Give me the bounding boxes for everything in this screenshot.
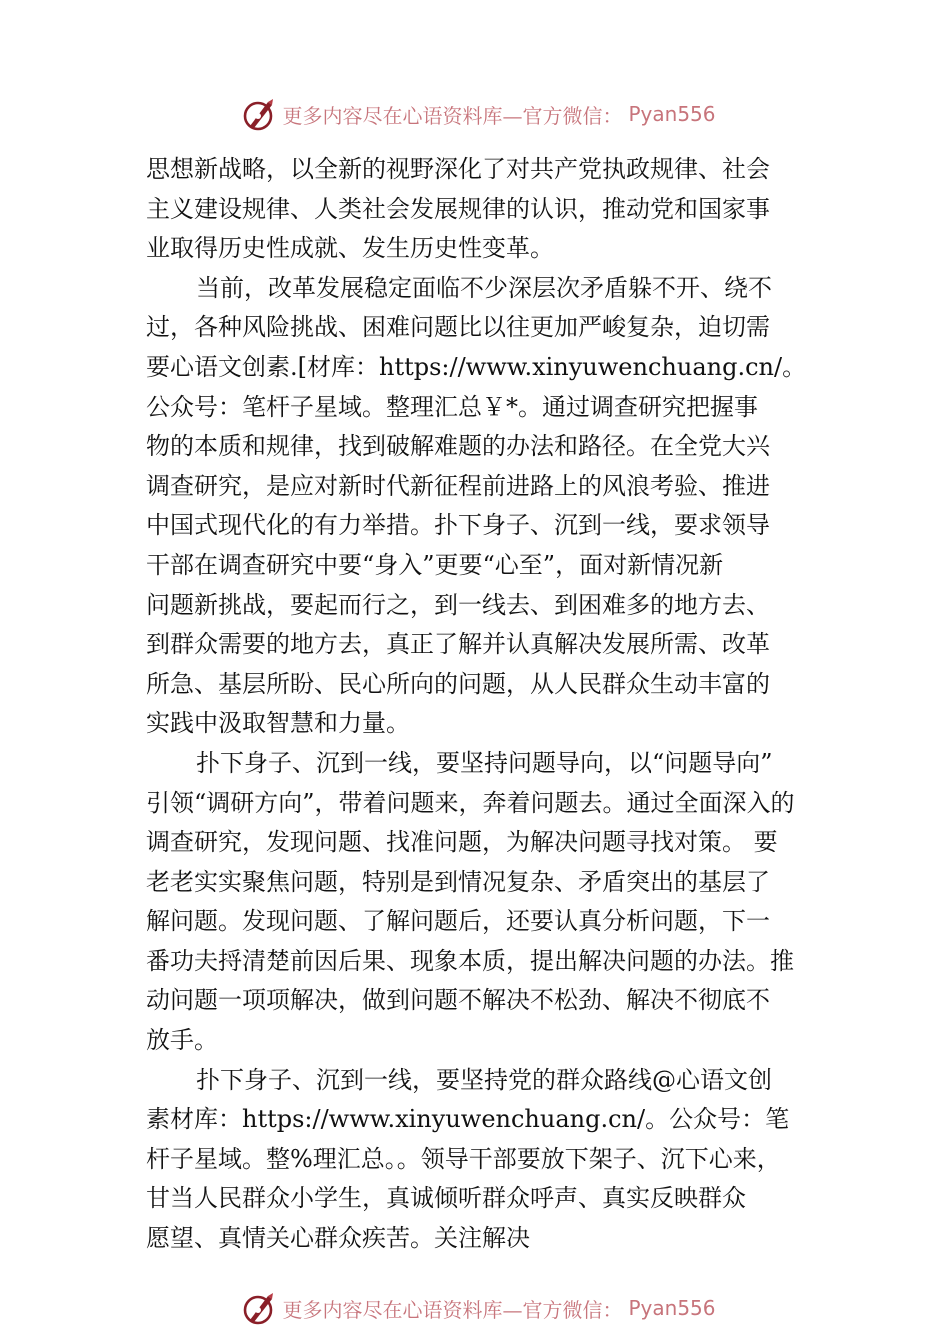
body-line: 思想新战略，以全新的视野深化了对共产党执政规律、社会 (146, 155, 770, 183)
pen-in-circle-logo-icon (242, 1290, 278, 1326)
body-line: 解问题。发现问题、了解问题后，还要认真分析问题，下一 (146, 907, 770, 936)
body-line: 业取得历史性成就、发生历史性变革。 (146, 234, 554, 263)
body-line: 物的本质和规律，找到破解难题的办法和路径。在全党大兴 (146, 432, 770, 461)
paragraph-start-line: 当前，改革发展稳定面临不少深层次矛盾躲不开、绕不 (196, 273, 772, 302)
body-line: 老老实实聚焦问题，特别是到情况复杂、矛盾突出的基层了 (146, 867, 770, 896)
body-line: 中国式现代化的有力举措。扑下身子、沉到一线，要求领导 (146, 511, 770, 540)
body-line: 甘当人民群众小学生，真诚倾听群众呼声、真实反映群众 (146, 1184, 746, 1213)
paragraph-start-line: 扑下身子、沉到一线，要坚持党的群众路线@心语文创 (196, 1065, 772, 1094)
body-line: 到群众需要的地方去，真正了解并认真解决发展所需、改革 (146, 630, 770, 659)
body-line: 调查研究，是应对新时代新征程前进路上的风浪考验、推进 (146, 471, 770, 500)
footer-banner-inner (242, 1290, 715, 1326)
header-banner-inner (242, 96, 715, 132)
body-line: 素材库：https://www.xinyuwenchuang.cn/。公众号：笔 (146, 1105, 790, 1134)
body-line: 番功夫捋清楚前因后果、现象本质，提出解决问题的办法。推 (146, 946, 794, 975)
paragraph-start-line: 扑下身子、沉到一线，要坚持问题导向，以“问题导向” (196, 748, 773, 777)
banner-wechat-handle: Pyan556 (628, 1296, 716, 1320)
header-banner (0, 94, 950, 134)
body-line: 调查研究，发现问题、找准问题，为解决问题寻找对策。 要 (146, 828, 778, 857)
body-line: 公众号：笔杆子星域。整理汇总￥*。通过调查研究把握事 (146, 392, 758, 421)
body-line: 要心语文创素.[材库：https://www.xinyuwenchuang.cn/。 (146, 352, 807, 381)
footer-banner (0, 1288, 950, 1328)
body-line: 动问题一项项解决，做到问题不解决不松劲、解决不彻底不 (146, 986, 770, 1015)
body-line: 引领“调研方向”，带着问题来，奔着问题去。通过全面深入的 (146, 788, 795, 817)
body-line: 愿望、真情关心群众疾苦。关注解决 (146, 1224, 530, 1253)
body-line: 杆子星域。整%理汇总。。领导干部要放下架子、沉下心来， (146, 1144, 781, 1173)
body-line: 放手。 (146, 1026, 218, 1055)
banner-wechat-handle: Pyan556 (628, 102, 716, 126)
body-line: 过，各种风险挑战、困难问题比以往更加严峻复杂，迫切需 (146, 313, 770, 342)
pen-in-circle-logo-icon (242, 96, 278, 132)
body-line: 干部在调查研究中要“身入”更要“心至”，面对新情况新 (146, 550, 724, 579)
body-line: 问题新挑战，要起而行之，到一线去、到困难多的地方去、 (146, 590, 770, 619)
document-body (146, 150, 810, 1259)
body-line: 所急、基层所盼、民心所向的问题，从人民群众生动丰富的 (146, 669, 770, 698)
banner-text: 更多内容尽在心语资料库—官方微信： (282, 1297, 623, 1322)
banner-text: 更多内容尽在心语资料库—官方微信： (282, 103, 623, 128)
body-line: 实践中汲取智慧和力量。 (146, 709, 410, 738)
body-line: 主义建设规律、人类社会发展规律的认识，推动党和国家事 (146, 194, 770, 223)
